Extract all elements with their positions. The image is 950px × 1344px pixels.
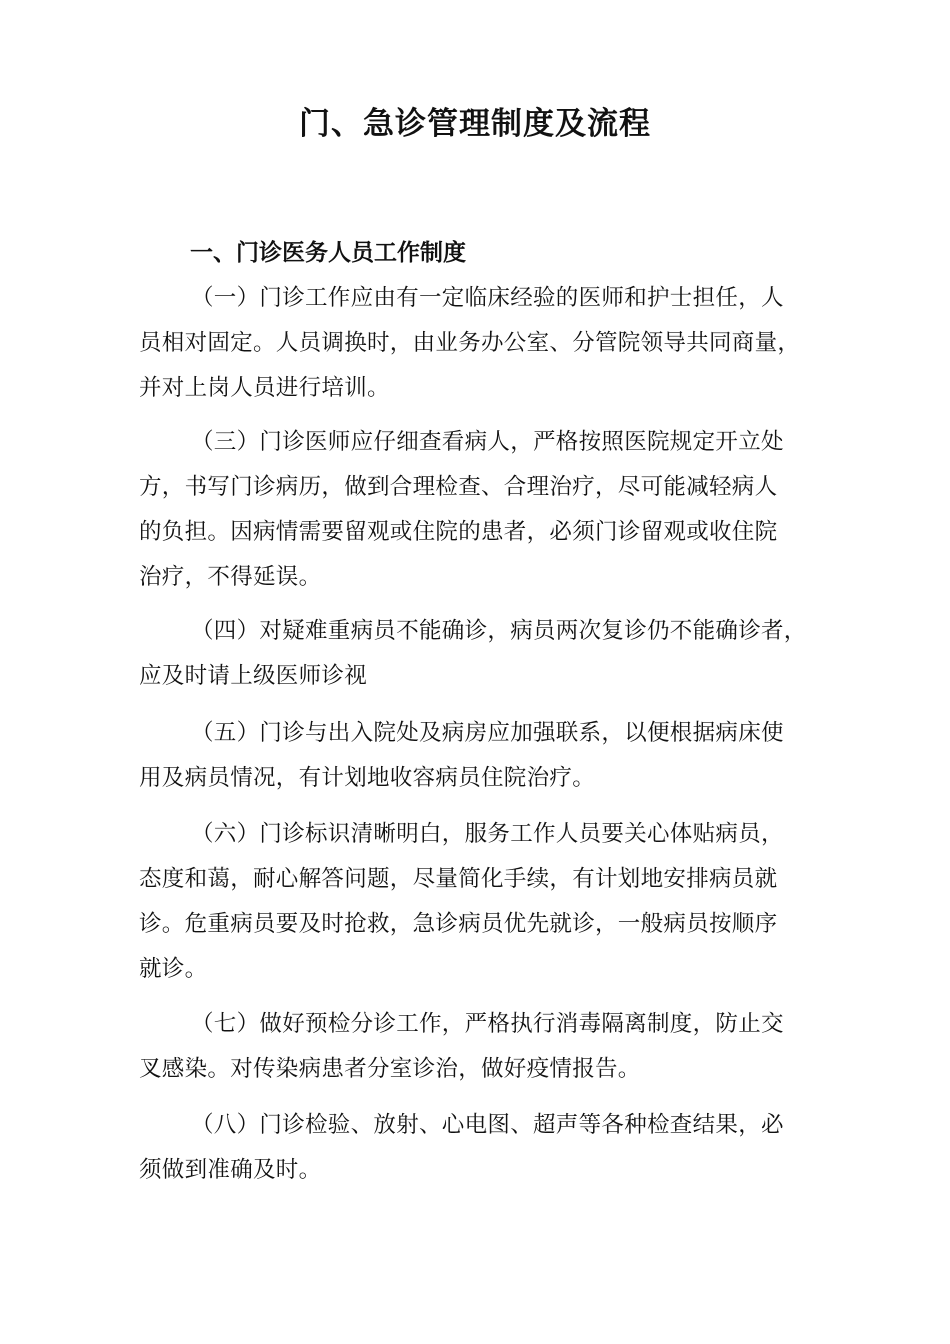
- paragraph-line: （三）门诊医师应仔细查看病人，严格按照医院规定开立处: [191, 429, 784, 455]
- paragraph-line: 就诊。: [139, 956, 208, 982]
- document-title: 门、急诊管理制度及流程: [299, 106, 651, 142]
- paragraph-line: 治疗，不得延误。: [139, 564, 322, 590]
- paragraph-line: 诊。危重病员要及时抢救，急诊病员优先就诊，一般病员按顺序: [139, 911, 778, 937]
- paragraph-6: [139, 812, 839, 992]
- paragraph-line: （一）门诊工作应由有一定临床经验的医师和护士担任，人: [191, 285, 784, 311]
- paragraph-line: （五）门诊与出入院处及病房应加强联系，以便根据病床使: [191, 720, 784, 746]
- section-heading: 一、门诊医务人员工作制度: [190, 240, 466, 266]
- paragraph-7: [139, 1002, 839, 1092]
- paragraph-line: （六）门诊标识清晰明白，服务工作人员要关心体贴病员，: [191, 821, 784, 847]
- paragraph-line: 的负担。因病情需要留观或住院的患者，必须门诊留观或收住院: [139, 519, 778, 545]
- paragraph-line: 方，书写门诊病历，做到合理检查、合理治疗，尽可能减轻病人: [139, 474, 778, 500]
- paragraph-line: （七）做好预检分诊工作，严格执行消毒隔离制度，防止交: [191, 1011, 784, 1037]
- paragraph-line: 并对上岗人员进行培训。: [139, 375, 390, 401]
- paragraph-4: [139, 609, 839, 699]
- paragraph-line: 用及病员情况，有计划地收容病员住院治疗。: [139, 765, 596, 791]
- paragraph-8: [139, 1103, 839, 1193]
- paragraph-line: 叉感染。对传染病患者分室诊治，做好疫情报告。: [139, 1056, 641, 1082]
- paragraph-5: [139, 711, 839, 801]
- paragraph-line: 态度和蔼，耐心解答问题，尽量简化手续，有计划地安排病员就: [139, 866, 778, 892]
- paragraph-line: （四）对疑难重病员不能确诊，病员两次复诊仍不能确诊者，: [191, 618, 807, 644]
- paragraph-line: 须做到准确及时。: [139, 1157, 322, 1183]
- paragraph-1: [139, 276, 839, 411]
- paragraph-line: （八）门诊检验、放射、心电图、超声等各种检查结果，必: [191, 1112, 784, 1138]
- paragraph-line: 应及时请上级医师诊视: [139, 663, 368, 689]
- paragraph-3: [139, 420, 839, 600]
- paragraph-line: 员相对固定。人员调换时，由业务办公室、分管院领导共同商量，: [139, 330, 801, 356]
